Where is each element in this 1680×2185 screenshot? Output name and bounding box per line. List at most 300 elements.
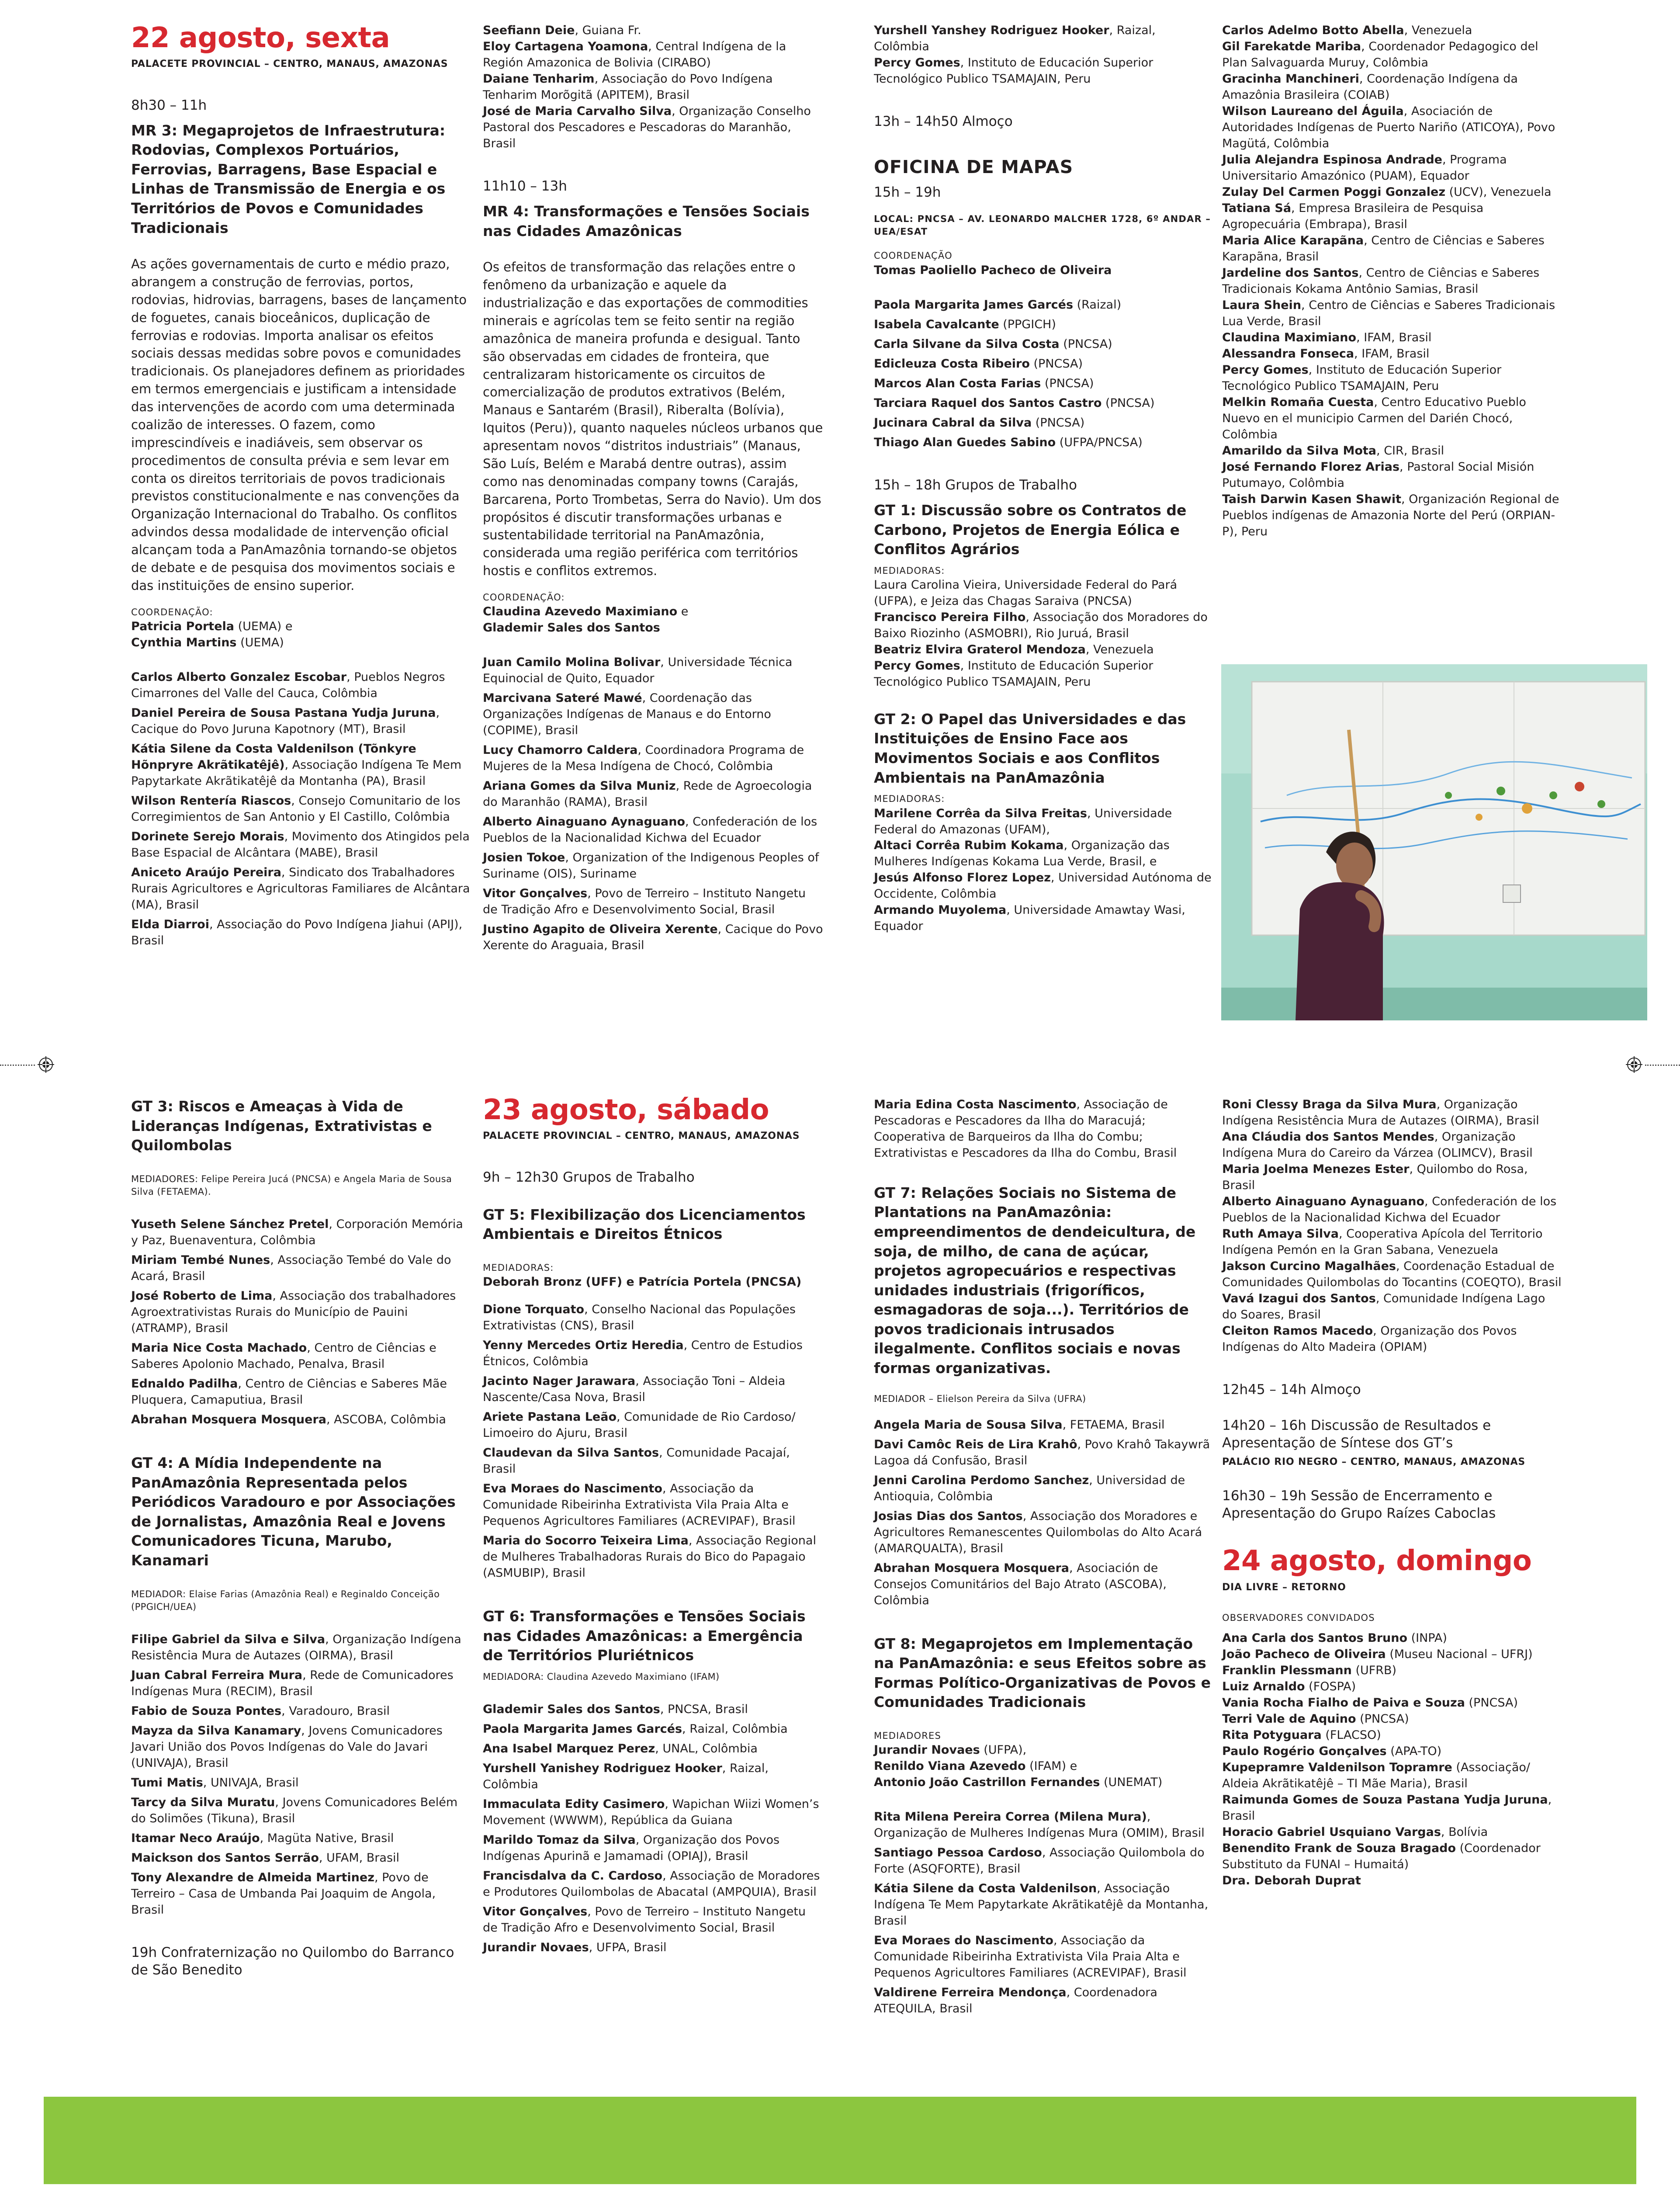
list-item (1222, 1727, 1563, 1744)
person-name: Cynthia Martins (131, 636, 237, 650)
list-item (1222, 233, 1563, 265)
footer-green-bar (44, 2097, 1636, 2184)
person-name: Maria Edina Costa Nascimento (874, 1098, 1077, 1111)
list-item (483, 1868, 824, 1901)
list-item (1222, 152, 1563, 184)
person-affiliation: (UCV), Venezuela (1445, 185, 1552, 199)
list-item (874, 336, 1215, 353)
person-affiliation: , Pastoral Social Misión Putumayo, Colômbia (1222, 460, 1535, 490)
person-name: Dione Torquato (483, 1303, 585, 1317)
person-name: Jucinara Cabral da Silva (874, 416, 1032, 430)
person-name: Taish Darwin Kasen Shawit (1222, 492, 1402, 506)
person-name: Laura Shein (1222, 298, 1302, 312)
mediators-label: MEDIADORES (874, 1730, 942, 1741)
list-item (874, 297, 1215, 313)
list-item (874, 1437, 1215, 1469)
person-name: Maria Nice Costa Machado (131, 1341, 307, 1355)
person-affiliation: , Associação dos Moradores do Baixo Riozinho (ASMOBRI), Rio Juruá, Brasil (874, 610, 1208, 640)
list-item (131, 1850, 472, 1866)
person-affiliation: (FLACSO) (1321, 1728, 1381, 1742)
list-item (483, 1741, 824, 1757)
person-affiliation: (UEMA) e (234, 620, 293, 634)
list-item (874, 1758, 1215, 1775)
list-item (131, 619, 472, 635)
person-affiliation: (Museu Nacional – UFRJ) (1386, 1647, 1533, 1661)
list-item (874, 642, 1215, 658)
list-item (874, 1775, 1215, 1791)
person-name: Eva Moraes do Nascimento (483, 1482, 662, 1496)
person-name: Ariana Gomes da Silva Muniz (483, 779, 676, 793)
list-item (874, 610, 1215, 642)
person-affiliation: (Coordenador Substituto da FUNAI – Humaitá) (1222, 1842, 1541, 1872)
list-item (874, 415, 1215, 431)
list-item (483, 1409, 824, 1442)
list-item (483, 690, 824, 739)
person-name: Itamar Neco Araújo (131, 1831, 260, 1845)
day-heading-saturday: 23 agosto, sábado (483, 1094, 769, 1126)
person-affiliation: , Organização dos Povos Indígenas Apurinã e Jamamadi (OPIAJ), Brasil (483, 1833, 780, 1863)
list-item (1222, 1679, 1563, 1695)
person-affiliation: , Guiana Fr. (575, 24, 641, 37)
person-name: Jurandir Novaes (483, 1940, 589, 1954)
person-name: Davi Camôc Reis de Lira Krahô (874, 1437, 1077, 1451)
person-name: Juan Cabral Ferreira Mura (131, 1668, 303, 1682)
person-name: Raimunda Gomes de Souza Pastana Yudja Juruna (1222, 1793, 1548, 1807)
person-affiliation: , Universidad de Antioquia, Colômbia (874, 1473, 1185, 1503)
person-affiliation: , Venezuela (1404, 24, 1472, 37)
list-item (131, 1632, 472, 1664)
participants-list (483, 655, 824, 954)
list-item (874, 317, 1215, 333)
gt3-participants (131, 1217, 472, 1428)
list-item (874, 1417, 1215, 1433)
person-affiliation: , Organização Indígena Resistência Mura de Autazes (OIRMA), Brasil (1222, 1098, 1539, 1127)
list-item (483, 1797, 824, 1829)
list-item (483, 778, 824, 811)
list-item (131, 1870, 472, 1918)
person-name: Maria Alice Karapãna (1222, 233, 1364, 247)
person-affiliation: , Associação de Moradores e Produtores Quilombolas de Abacatal (AMPQUIA), Brasil (483, 1869, 820, 1899)
person-name: Eloy Cartagena Yoamona (483, 39, 648, 53)
list-item (131, 635, 472, 651)
person-name: Benendito Frank de Souza Bragado (1222, 1842, 1456, 1856)
person-name: Abrahan Mosquera Mosquera (131, 1413, 326, 1427)
person-name: Altaci Corrêa Rubim Kokama (874, 839, 1064, 853)
gt1-mediators: Laura Carolina Vieira, Universidade Federal do Pará (UFPA), e Jeiza das Chagas Saraiva (PNCSA) (874, 578, 1178, 608)
person-name: Miriam Tembé Nunes (131, 1253, 270, 1267)
person-affiliation: , Organização das Mulheres Indígenas Kokama Lua Verde, Brasil, e (874, 839, 1170, 869)
person-name: Edicleuza Costa Ribeiro (874, 357, 1030, 371)
person-affiliation: , Rede de Agroecologia do Maranhão (RAMA), Brasil (483, 779, 812, 809)
list-item (874, 376, 1215, 392)
person-name: Tatiana Sá (1222, 201, 1292, 215)
list-item (874, 1985, 1215, 2017)
list-item (874, 1933, 1215, 1981)
person-name: Rita Milena Pereira Correa (Milena Mura) (874, 1810, 1147, 1824)
person-affiliation: (PNCSA) (1041, 376, 1094, 390)
person-affiliation: , Associação Indígena Te Mem Papytarkate Akrãtikatêjê da Montanha (PA), Brasil (131, 758, 462, 788)
list-item (1222, 201, 1563, 233)
person-name: Claudina Azevedo Maximiano (483, 605, 678, 619)
person-name: Jesús Alfonso Florez Lopez (874, 871, 1051, 885)
gt3-title: GT 3: Riscos e Ameaças à Vida de Lideranças Indígenas, Extrativistas e Quilombolas (131, 1098, 432, 1154)
gt7-participants (874, 1417, 1215, 1609)
gt8-mediators (874, 1742, 1215, 1791)
list-item (1222, 1097, 1563, 1129)
person-affiliation: , Organização Conselho Pastoral dos Pescadores e Pescadoras do Maranhão, Brasil (483, 104, 811, 150)
list-item (874, 1097, 1215, 1162)
person-name: Paola Margarita James Garcés (874, 298, 1074, 312)
person-affiliation: , Coordenadora ATEQUILA, Brasil (874, 1986, 1157, 2015)
map-workshop-title: OFICINA DE MAPAS (874, 156, 1074, 178)
list-item (483, 814, 824, 846)
person-name: Jacinto Nager Jarawara (483, 1374, 636, 1388)
person-affiliation: , Associação Regional de Mulheres Trabalhadoras Rurais do Bico do Papagaio (ASMUBIP), Brasil (483, 1534, 816, 1580)
person-affiliation: , Raizal, Colômbia (483, 1762, 769, 1791)
registration-line (0, 1065, 35, 1066)
list-item (483, 1940, 824, 1956)
person-affiliation: , Associação da Comunidade Ribeirinha Extrativista Vila Praia Alta e Pequenos Agricultores Familiares (ACREVIPAF), Brasil (483, 1482, 796, 1528)
list-item (874, 1809, 1215, 1842)
person-name: Santiago Pessoa Cardoso (874, 1846, 1042, 1860)
person-affiliation: (PNCSA) (1032, 416, 1085, 430)
person-affiliation: , UNIVAJA, Brasil (203, 1776, 299, 1790)
free-day-label: DIA LIVRE – RETORNO (1222, 1582, 1346, 1593)
person-name: Tony Alexandre de Almeida Martinez (131, 1871, 374, 1885)
list-item (483, 1338, 824, 1370)
list-item (131, 1668, 472, 1700)
person-name: Zulay Del Carmen Poggi Gonzalez (1222, 185, 1446, 199)
person-name: José de Maria Carvalho Silva (483, 104, 672, 118)
person-affiliation: , Centro Educativo Pueblo Nuevo en el municipio Carmen del Darién Chocó, Colômbia (1222, 395, 1526, 441)
list-item (874, 1561, 1215, 1609)
list-item (874, 55, 1215, 87)
person-name: Luiz Arnaldo (1222, 1680, 1305, 1694)
session-title-mr3: MR 3: Megaprojetos de Infraestrutura: Rodovias, Complexos Portuários, Ferrovias, Barragens, Base Espacial e Linhas de Transmissão de Energia e os Territórios de Povos e Comunidades Tradicionais (131, 121, 446, 236)
person-name: Ariete Pastana Leão (483, 1410, 617, 1424)
venue-label: PALACETE PROVINCIAL – CENTRO, MANAUS, AMAZONAS (483, 1131, 800, 1142)
discussion-venue: PALÁCIO RIO NEGRO – CENTRO, MANAUS, AMAZONAS (1222, 1456, 1526, 1467)
observers-label: OBSERVADORES CONVIDADOS (1222, 1612, 1375, 1623)
person-affiliation: , Rede de Comunicadores Indígenas Mura (RECIM), Brasil (131, 1668, 454, 1699)
person-name: Jardeline dos Santos (1222, 266, 1359, 280)
person-name: Glademir Sales dos Santos (483, 621, 660, 635)
session-description: Os efeitos de transformação das relações entre o fenômeno da urbanização e aquele da industrialização e das exportações de commodities minerais e agrícolas tem se feito sentir na região amazônica de maneira profunda e desigual. Tanto são observadas em cidades de fronteira, que centralizaram historicamente os circuitos de comercialização de produtos extrativos (Belém, Manaus e Santarém (Brasil), Riberalta (Bolívia), Iquitos (Peru)), quanto naqueles núcleos urbanos que apresentam novos “distritos industriais” (Manaus, São Luís, Belém e Marabá dentre outras), assim como nas denominadas company towns (Carajás, Barcarena, Porto Trombetas, Serra do Navio). Um dos propósitos é discutir transformações urbanas e sustentabilidade territorial na PanAmazônia, considerada uma região periférica com territórios hostis e conflitos extremos. (483, 260, 823, 579)
person-affiliation: , Centro de Ciências e Saberes Tradicionais Lua Verde, Brasil (1222, 298, 1555, 328)
mediators-label: MEDIADORAS: (483, 1262, 554, 1273)
person-name: Dorinete Serejo Morais (131, 829, 284, 843)
list-item (1222, 1647, 1563, 1663)
person-affiliation: , Associação do Povo Indígena Jiahui (APIJ), Brasil (131, 917, 463, 947)
person-affiliation: (UNEMAT) (1100, 1776, 1163, 1790)
person-name: Carla Silvane da Silva Costa (874, 337, 1060, 351)
list-item (1222, 104, 1563, 152)
gt7-title: GT 7: Relações Sociais no Sistema de Plantations na PanAmazônia: empreendimentos de dendeicultura, de soja, de milho, de cana de açúcar, projetos agropecuários e respectivas unidades industriais (frigoríficos, esmagadoras de soja...). Territórios de povos tradicionais intrusados ilegalmente. Conflitos sociais e novas formas organizativas. (874, 1184, 1196, 1377)
person-name: Kátia Silene da Costa Valdenilson (Tõnkyre Hõnpryre Akrãtikatêjê) (131, 742, 416, 772)
person-affiliation: , Pueblos Negros Cimarrones del Valle del Cauca, Colômbia (131, 670, 445, 701)
coordination-label: COORDENAÇÃO: (483, 592, 565, 603)
list-item (483, 655, 824, 687)
list-item (1222, 395, 1563, 443)
closing-session: 16h30 – 19h Sessão de Encerramento e Apresentação do Grupo Raízes Caboclas (1222, 1488, 1496, 1522)
map-workshop-photo (1221, 664, 1647, 1020)
person-name: Claudina Maximiano (1222, 330, 1357, 344)
person-affiliation: (UFPA/PNCSA) (1056, 435, 1143, 449)
list-item (131, 865, 472, 913)
person-affiliation: , Confederación de los Pueblos de la Nacionalidad Kichwa del Ecuador (483, 815, 817, 845)
person-name: Ana Carla dos Santos Bruno (1222, 1631, 1408, 1645)
observers-list (1222, 1630, 1563, 1889)
list-item (131, 1217, 472, 1249)
person-affiliation: , UFPA, Brasil (589, 1940, 667, 1954)
person-affiliation: , IFAM, Brasil (1354, 347, 1430, 361)
person-affiliation: (PNCSA) (1102, 396, 1155, 410)
list-item (1222, 330, 1563, 346)
person-name: Ruth Amaya Silva (1222, 1227, 1339, 1241)
person-name: Francisdalva da C. Cardoso (483, 1869, 663, 1883)
coordination-label: COORDENAÇÃO (874, 250, 953, 261)
person-name: Abrahan Mosquera Mosquera (874, 1561, 1069, 1575)
list-item (483, 23, 824, 39)
list-item (483, 850, 824, 882)
list-item (874, 870, 1215, 902)
person-affiliation: , Jovens Comunicadores Belém do Solimões (Tikuna), Brasil (131, 1796, 458, 1826)
person-name: Percy Gomes (1222, 363, 1309, 377)
person-affiliation: , Comunidade Pacajaí, Brasil (483, 1446, 790, 1476)
session-description: As ações governamentais de curto e médio prazo, abrangem a construção de ferrovias, portos, rodovias, hidrovias, barragens, bases de lançamento de foguetes, canais bioceânicos, duplicação de ferrovias e rodovias. Importa analisar os efeitos sociais dessas medidas sobre povos e comunidades tradicionais. Os planejadores definem as prioridades em termos emergenciais e justificam a intensidade das intervenções de acordo com uma determinada coalizão de interesses. O fazem, como imprescindíveis e inadiáveis, sem observar os procedimentos de consulta prévia e sem levar em conta os direitos territoriais de povos tradicionais previstos constitucionalmente e nas convenções da Organização Internacional do Trabalho. Os conflitos advindos dessa modalidade de intervenção oficial alcançam toda a PanAmazônia tornando-se objetos de debate e de pesquisa dos movimentos sociais e das instituições de ensino superior. (131, 257, 467, 593)
list-item (1222, 1630, 1563, 1647)
person-affiliation: , Organização dos Povos Indígenas do Alto Madeira (OPIAM) (1222, 1324, 1517, 1354)
person-name: Elda Diarroi (131, 917, 209, 931)
person-name: Franklin Plessmann (1222, 1664, 1352, 1678)
person-name: Josias Dias dos Santos (874, 1509, 1023, 1523)
gt5-mediators: Deborah Bronz (UFF) e Patrícia Portela (PNCSA) (483, 1275, 802, 1289)
person-affiliation: , Associação dos trabalhadores Agroextrativistas Rurais do Município de Pauini (ATRAMP), Brasil (131, 1289, 456, 1335)
list-item (483, 1481, 824, 1530)
registration-mark-icon (38, 1056, 54, 1073)
list-item (483, 1721, 824, 1738)
list-item (483, 39, 824, 71)
list-item (874, 838, 1215, 870)
person-name: Dra. Deborah Duprat (1222, 1874, 1361, 1888)
person-affiliation: , Centro de Ciências e Saberes Apolonio Machado, Penalva, Brasil (131, 1341, 436, 1371)
person-affiliation: , Associação da Comunidade Ribeirinha Extrativista Vila Praia Alta e Pequenos Agricultores Familiares (ACREVIPAF), Brasil (874, 1934, 1187, 1980)
list-item (483, 922, 824, 954)
person-affiliation: , Associação Toni – Aldeia Nascente/Casa Nova, Brasil (483, 1374, 786, 1405)
person-affiliation: , Central Indígena de la Región Amazonica de Bolivia (CIRABO) (483, 39, 786, 69)
person-affiliation: (PNCSA) (1465, 1696, 1518, 1710)
list-item (131, 741, 472, 790)
person-name: Carlos Alberto Gonzalez Escobar (131, 670, 347, 684)
person-name: Filipe Gabriel da Silva e Silva (131, 1633, 326, 1647)
participants-list (131, 669, 472, 949)
person-name: Paola Margarita James Garcés (483, 1722, 682, 1736)
list-item (1222, 1873, 1563, 1889)
mediators-label: MEDIADORAS: (874, 565, 945, 576)
person-affiliation: , Asociación de Consejos Comunitários del Bajo Atrato (ASCOBA), Colômbia (874, 1561, 1167, 1607)
person-name: Alberto Ainaguano Aynaguano (1222, 1194, 1425, 1208)
person-name: Seefiann Deie (483, 24, 575, 37)
list-item (1222, 1129, 1563, 1162)
list-item (1222, 1323, 1563, 1356)
list-item (483, 1373, 824, 1406)
gt6-mediators: MEDIADORA: Claudina Azevedo Maximiano (IFAM) (483, 1671, 720, 1682)
column-7 (874, 1097, 1215, 2017)
list-item (131, 1723, 472, 1772)
list-item (1222, 23, 1563, 39)
person-affiliation: (FOSPA) (1305, 1680, 1356, 1694)
gt3-mediators: MEDIADORES: Felipe Pereira Jucá (PNCSA) e Angela Maria de Sousa Silva (FETAEMA). (131, 1173, 452, 1197)
list-item (483, 1702, 824, 1718)
person-name: Mayza da Silva Kanamary (131, 1724, 301, 1738)
coordinators-list (131, 619, 472, 651)
person-affiliation: , Centro de Ciências e Saberes Tradicionais Kokama Antônio Samias, Brasil (1222, 266, 1540, 296)
column-5 (131, 1097, 472, 1979)
person-name: Gil Farekatde Mariba (1222, 39, 1361, 53)
list-item (874, 1509, 1215, 1557)
list-item (874, 806, 1215, 838)
person-name: Maria Joelma Menezes Ester (1222, 1162, 1410, 1176)
person-affiliation: , Coordenação Estadual de Comunidades Quilombolas do Tocantins (COEQTO), Brasil (1222, 1259, 1562, 1289)
person-name: Maickson dos Santos Serrão (131, 1851, 319, 1865)
person-affiliation: , Programa Universitario Amazónico (PUAM), Equador (1222, 153, 1507, 183)
list-item (131, 793, 472, 825)
person-name: Roni Clessy Braga da Silva Mura (1222, 1098, 1437, 1111)
person-affiliation: , Instituto de Educación Superior Tecnológico Publico TSAMAJAIN, Peru (874, 55, 1153, 86)
person-name: Eva Moraes do Nascimento (874, 1934, 1053, 1948)
person-affiliation: e (677, 605, 689, 619)
person-name: Percy Gomes (874, 55, 960, 69)
person-name: Daniel Pereira de Sousa Pastana Yudja Juruna (131, 706, 436, 720)
person-name: José Roberto de Lima (131, 1289, 273, 1303)
person-name: Aniceto Araújo Pereira (131, 865, 281, 879)
list-item (483, 104, 824, 152)
participants-list (1222, 23, 1563, 540)
list-item (874, 1473, 1215, 1505)
person-name: Yenny Mercedes Ortiz Heredia (483, 1339, 684, 1353)
person-affiliation: , Organização de Mulheres Indígenas Mura (OMIM), Brasil (874, 1810, 1205, 1840)
gt2-title: GT 2: O Papel das Universidades e das Instituições de Ensino Face aos Movimentos Sociais e aos Conflitos Ambientais na PanAmazônia (874, 710, 1186, 786)
person-affiliation: , Associação Tembé do Vale do Acará, Brasil (131, 1253, 451, 1283)
gt4-mediators: MEDIADOR: Elaise Farias (Amazônia Real) e Reginaldo Conceição (PPGICH/UEA) (131, 1588, 440, 1612)
person-affiliation: , Comunidade Indígena Lago do Soares, Brasil (1222, 1291, 1545, 1321)
person-affiliation: , Coordenador Pedagogico del Plan Salvaguarda Muruy, Colômbia (1222, 39, 1538, 69)
session-time: 11h10 – 13h (483, 178, 567, 194)
gt7-mediator: MEDIADOR – Elielson Pereira da Silva (UFRA) (874, 1394, 1086, 1405)
person-affiliation: , Organization of the Indigenous Peoples of Suriname (OIS), Suriname (483, 851, 819, 881)
mediators-label: MEDIADORAS: (874, 794, 945, 805)
person-name: Daiane Tenharim (483, 72, 595, 86)
person-affiliation: , Associação Indígena Te Mem Papytarkate Akrãtikatêjê da Montanha, Brasil (874, 1882, 1209, 1928)
person-name: Tarcy da Silva Muratu (131, 1796, 275, 1810)
list-item (874, 356, 1215, 372)
list-item (1222, 1824, 1563, 1841)
person-affiliation: , UNAL, Colômbia (655, 1742, 758, 1756)
list-item (1222, 1744, 1563, 1760)
person-affiliation: , Povo de Terreiro – Instituto Nangetu de Tradição Afro e Desenvolvimento Social, Brasil (483, 887, 806, 917)
list-item (874, 902, 1215, 935)
person-affiliation: , Venezuela (1085, 642, 1154, 656)
list-item (1222, 1841, 1563, 1873)
list-item (1222, 1259, 1563, 1291)
list-item (1222, 1792, 1563, 1824)
person-affiliation: , Povo de Terreiro – Instituto Nangetu de Tradição Afro e Desenvolvimento Social, Brasil (483, 1904, 806, 1935)
person-affiliation: , Centro de Ciências e Saberes Karapãna, Brasil (1222, 233, 1545, 264)
list-item (1222, 1760, 1563, 1792)
person-affiliation: (APA-TO) (1386, 1745, 1442, 1758)
person-affiliation: , Confederación de los Pueblos de la Nacionalidad Kichwa del Ecuador (1222, 1194, 1557, 1224)
person-name: Carlos Adelmo Botto Abella (1222, 24, 1404, 37)
list-item (131, 1831, 472, 1847)
list-item (1222, 39, 1563, 71)
list-item (131, 1412, 472, 1428)
workshop-team-list (874, 297, 1215, 451)
person-name: Isabela Cavalcante (874, 317, 999, 331)
person-name: Marildo Tomaz da Silva (483, 1833, 636, 1847)
person-affiliation: , Varadouro, Brasil (281, 1704, 390, 1718)
list-item (1222, 1194, 1563, 1226)
registration-line (1645, 1065, 1680, 1066)
gt6-participants (483, 1702, 824, 1956)
person-name: Marcivana Sateré Mawé (483, 691, 642, 705)
list-item (1222, 346, 1563, 362)
person-name: Renildo Viana Azevedo (874, 1759, 1026, 1773)
person-affiliation: , Asociación de Autoridades Indígenas de Puerto Nariño (ATICOYA), Povo Magütá, Colômbia (1222, 104, 1555, 150)
person-affiliation: , Magüta Native, Brasil (260, 1831, 394, 1845)
person-affiliation: , Associação de Pescadoras e Pescadores da Ilha do Maracujá; Cooperativa de Barqueiros da Ilha do Combu; Extrativistas e Pescadores da Ilha do Combu, Brasil (874, 1098, 1177, 1160)
list-item (131, 1252, 472, 1285)
column-8 (1222, 1097, 1563, 1889)
day-heading-sunday: 24 agosto, domingo (1222, 1545, 1532, 1578)
person-affiliation: , Coordenação Indígena da Amazônia Brasileira (COIAB) (1222, 72, 1518, 102)
list-item (1222, 265, 1563, 298)
list-item (1222, 184, 1563, 201)
list-item (874, 23, 1215, 55)
person-affiliation: , Empresa Brasileira de Pesquisa Agropecuária (Embrapa), Brasil (1222, 201, 1484, 231)
gt8-participants (874, 1809, 1215, 2017)
workshop-location: LOCAL: PNCSA – AV. LEONARDO MALCHER 1728, 6º ANDAR – UEA/ESAT (874, 213, 1211, 237)
lunch-time: 13h – 14h50 Almoço (874, 113, 1013, 129)
list-item (131, 829, 472, 861)
person-affiliation: , Coordenação das Organizações Indígenas de Manaus e do Entorno (COPIME), Brasil (483, 691, 771, 738)
person-name: Kupepramre Valdenilson Topramre (1222, 1761, 1452, 1775)
person-affiliation: (PPGICH) (999, 317, 1056, 331)
list-item (131, 1775, 472, 1791)
evening-event: 19h Confraternização no Quilombo do Barranco de São Benedito (131, 1945, 454, 1978)
working-groups-time: 15h – 18h Grupos de Trabalho (874, 477, 1077, 493)
participants-list (483, 23, 824, 152)
person-name: Kátia Silene da Costa Valdenilson (874, 1882, 1097, 1896)
person-affiliation: , Bolívia (1441, 1825, 1488, 1839)
person-affiliation: , Organização Indígena Resistência Mura de Autazes (OIRMA), Brasil (131, 1633, 461, 1663)
gt8-title: GT 8: Megaprojetos em Implementação na PanAmazônia: e seus Efeitos sobre as Formas Político-Organizativas de Povos e Comunidades Tradicionais (874, 1635, 1211, 1711)
person-name: Julia Alejandra Espinosa Andrade (1222, 153, 1442, 166)
list-item (1222, 298, 1563, 330)
gt5-title: GT 5: Flexibilização dos Licenciamentos Ambientais e Direitos Étnicos (483, 1206, 806, 1243)
person-affiliation: , Associação do Povo Indígena Tenharim Morõgitã (APITEM), Brasil (483, 72, 773, 102)
person-name: Alberto Ainaguano Aynaguano (483, 815, 686, 829)
person-affiliation: (Raizal) (1073, 298, 1122, 312)
list-item (874, 395, 1215, 412)
column-4 (1222, 23, 1563, 540)
person-affiliation: (UEMA) (236, 636, 284, 650)
person-name: Francisco Pereira Filho (874, 610, 1026, 624)
person-affiliation: , Universidade Federal do Amazonas (UFAM), (874, 806, 1172, 836)
person-name: Terri Vale de Aquino (1222, 1712, 1356, 1726)
list-item (874, 1881, 1215, 1929)
person-name: Vitor Gonçalves (483, 887, 588, 901)
person-name: Wilson Laureano del Águila (1222, 104, 1404, 118)
